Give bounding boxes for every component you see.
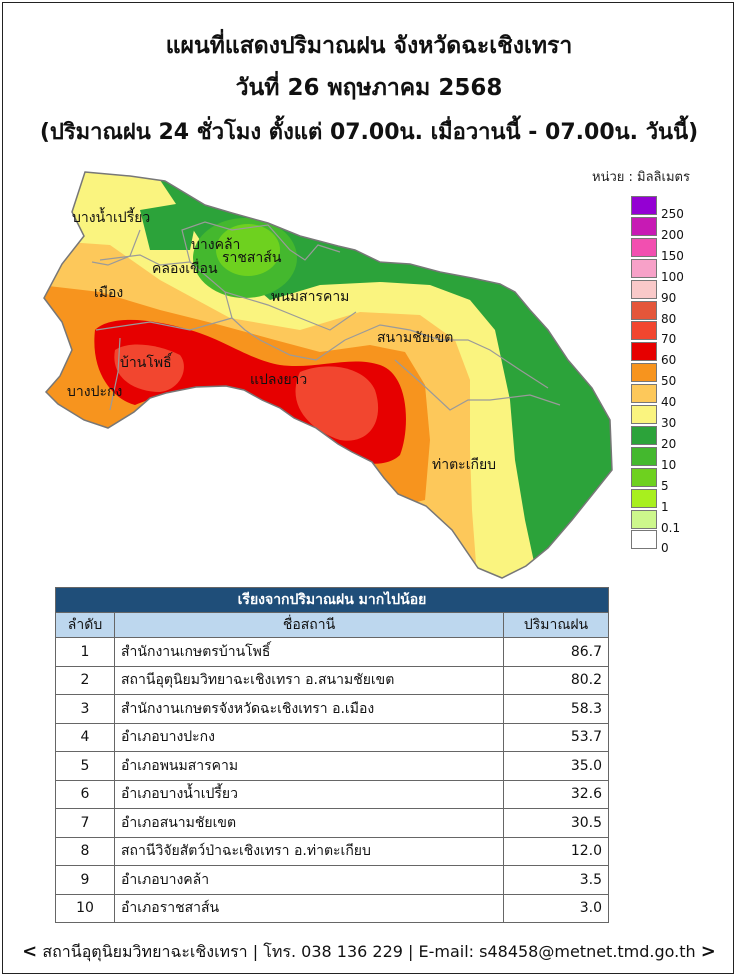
row-rainfall: 53.7	[504, 723, 609, 752]
legend-swatch-20	[631, 426, 657, 445]
legend-label: 10	[661, 457, 677, 472]
label-khlong-khuean: คลองเขื่อน	[152, 261, 218, 277]
label-plaeng-yao: แปลงยาว	[250, 372, 308, 388]
table-row	[56, 723, 609, 752]
row-station: สถานีวิจัยสัตว์ป่าฉะเชิงเทรา อ.ท่าตะเกียบ	[115, 837, 504, 866]
row-rainfall: 80.2	[504, 666, 609, 695]
legend-label: 150	[661, 248, 684, 263]
table-row	[56, 666, 609, 695]
legend-swatch-0	[631, 530, 657, 549]
rainfall-ranking-table	[55, 587, 609, 923]
row-station: สำนักงานเกษตรบ้านโพธิ์	[115, 638, 504, 667]
legend-swatch-0_1	[631, 510, 657, 529]
footer-contact	[0, 940, 738, 965]
row-rainfall: 58.3	[504, 695, 609, 724]
legend-label: 200	[661, 227, 684, 242]
table-row	[56, 837, 609, 866]
legend-label: 100	[661, 269, 684, 284]
row-station: อำเภอบางปะกง	[115, 723, 504, 752]
row-rank: 8	[56, 837, 115, 866]
label-phanom-sarakham: พนมสารคาม	[271, 289, 350, 305]
row-rainfall: 3.5	[504, 866, 609, 895]
label-tha-takiap: ท่าตะเกียบ	[432, 457, 497, 473]
header-rainfall: ปริมาณฝน	[504, 613, 609, 638]
legend-label: 50	[661, 374, 677, 389]
legend-label: 40	[661, 395, 677, 410]
legend-swatch-200	[631, 217, 657, 236]
legend-swatch-70	[631, 321, 657, 340]
row-station: สถานีอุตุนิยมวิทยาฉะเชิงเทรา อ.สนามชัยเขต	[115, 666, 504, 695]
legend-swatch-80	[631, 301, 657, 320]
table-caption: เรียงจากปริมาณฝน มากไปน้อย	[56, 588, 609, 613]
header-station: ชื่อสถานี	[115, 613, 504, 638]
label-sanam-chai-khet: สนามชัยเขต	[377, 330, 454, 346]
row-station: อำเภอพนมสารคาม	[115, 752, 504, 781]
row-rainfall: 32.6	[504, 780, 609, 809]
row-rainfall: 3.0	[504, 894, 609, 923]
map-title: แผนที่แสดงปริมาณฝน จังหวัดฉะเชิงเทรา	[165, 33, 573, 59]
table-row	[56, 695, 609, 724]
row-station: อำเภอสนามชัยเขต	[115, 809, 504, 838]
row-rank: 6	[56, 780, 115, 809]
legend-label: 1	[661, 499, 669, 514]
legend-swatch-100	[631, 259, 657, 278]
footer-right-arrow: >	[700, 941, 716, 962]
label-ban-pho: บ้านโพธิ์	[120, 355, 172, 371]
table-row	[56, 780, 609, 809]
legend-label: 0.1	[661, 520, 681, 535]
table-row	[56, 894, 609, 923]
legend-label: 60	[661, 353, 677, 368]
map-period: (ปริมาณฝน 24 ชั่วโมง ตั้งแต่ 07.00น. เมื่อวานนี้ - 07.00น. วันนี้)	[39, 120, 699, 145]
legend-label: 0	[661, 541, 669, 556]
table-row	[56, 866, 609, 895]
row-rank: 4	[56, 723, 115, 752]
legend-swatch-250	[631, 196, 657, 215]
map-date: วันที่ 26 พฤษภาคม 2568	[235, 75, 503, 101]
header-rank: ลำดับ	[56, 613, 115, 638]
table-row	[56, 752, 609, 781]
row-station: อำเภอราชสาส์น	[115, 894, 504, 923]
label-ratchasan: ราชสาส์น	[222, 250, 282, 266]
row-rainfall: 30.5	[504, 809, 609, 838]
legend-label: 70	[661, 332, 677, 347]
label-bang-pakong: บางปะกง	[67, 384, 123, 400]
legend-label: 90	[661, 290, 677, 305]
legend-label: 20	[661, 436, 677, 451]
row-rank: 9	[56, 866, 115, 895]
label-bang-khla: บางคล้า	[191, 237, 241, 253]
legend-swatch-40	[631, 384, 657, 403]
row-rank: 10	[56, 894, 115, 923]
table-row	[56, 809, 609, 838]
row-rank: 2	[56, 666, 115, 695]
row-rank: 1	[56, 638, 115, 667]
legend-label: 250	[661, 207, 684, 221]
row-station: อำเภอบางคล้า	[115, 866, 504, 895]
legend-label: 80	[661, 311, 677, 326]
legend-swatch-30	[631, 405, 657, 424]
footer-left-arrow: <	[22, 941, 38, 962]
row-station: สำนักงานเกษตรจังหวัดฉะเชิงเทรา อ.เมือง	[115, 695, 504, 724]
row-station: อำเภอบางน้ำเปรี้ยว	[115, 780, 504, 809]
row-rainfall: 12.0	[504, 837, 609, 866]
legend-label: 5	[661, 478, 669, 493]
legend-swatch-1	[631, 489, 657, 508]
legend-unit: หน่วย : มิลลิเมตร	[592, 170, 690, 185]
footer-text: สถานีอุตุนิยมวิทยาฉะเชิงเทรา | โทร. 038 136 229 | E-mail: s48458@metnet.tmd.go.th	[42, 942, 696, 961]
label-bang-nam-priao: บางน้ำเปรี้ยว	[72, 210, 151, 226]
row-rank: 7	[56, 809, 115, 838]
table-row	[56, 638, 609, 667]
legend-swatch-60	[631, 342, 657, 361]
row-rank: 5	[56, 752, 115, 781]
legend-swatch-50	[631, 363, 657, 382]
legend-label: 30	[661, 416, 677, 430]
legend-swatch-10	[631, 447, 657, 466]
label-mueang: เมือง	[94, 285, 124, 301]
row-rainfall: 35.0	[504, 752, 609, 781]
legend-swatch-90	[631, 280, 657, 299]
legend-swatch-150	[631, 238, 657, 257]
row-rank: 3	[56, 695, 115, 724]
legend-swatch-5	[631, 468, 657, 487]
row-rainfall: 86.7	[504, 638, 609, 667]
